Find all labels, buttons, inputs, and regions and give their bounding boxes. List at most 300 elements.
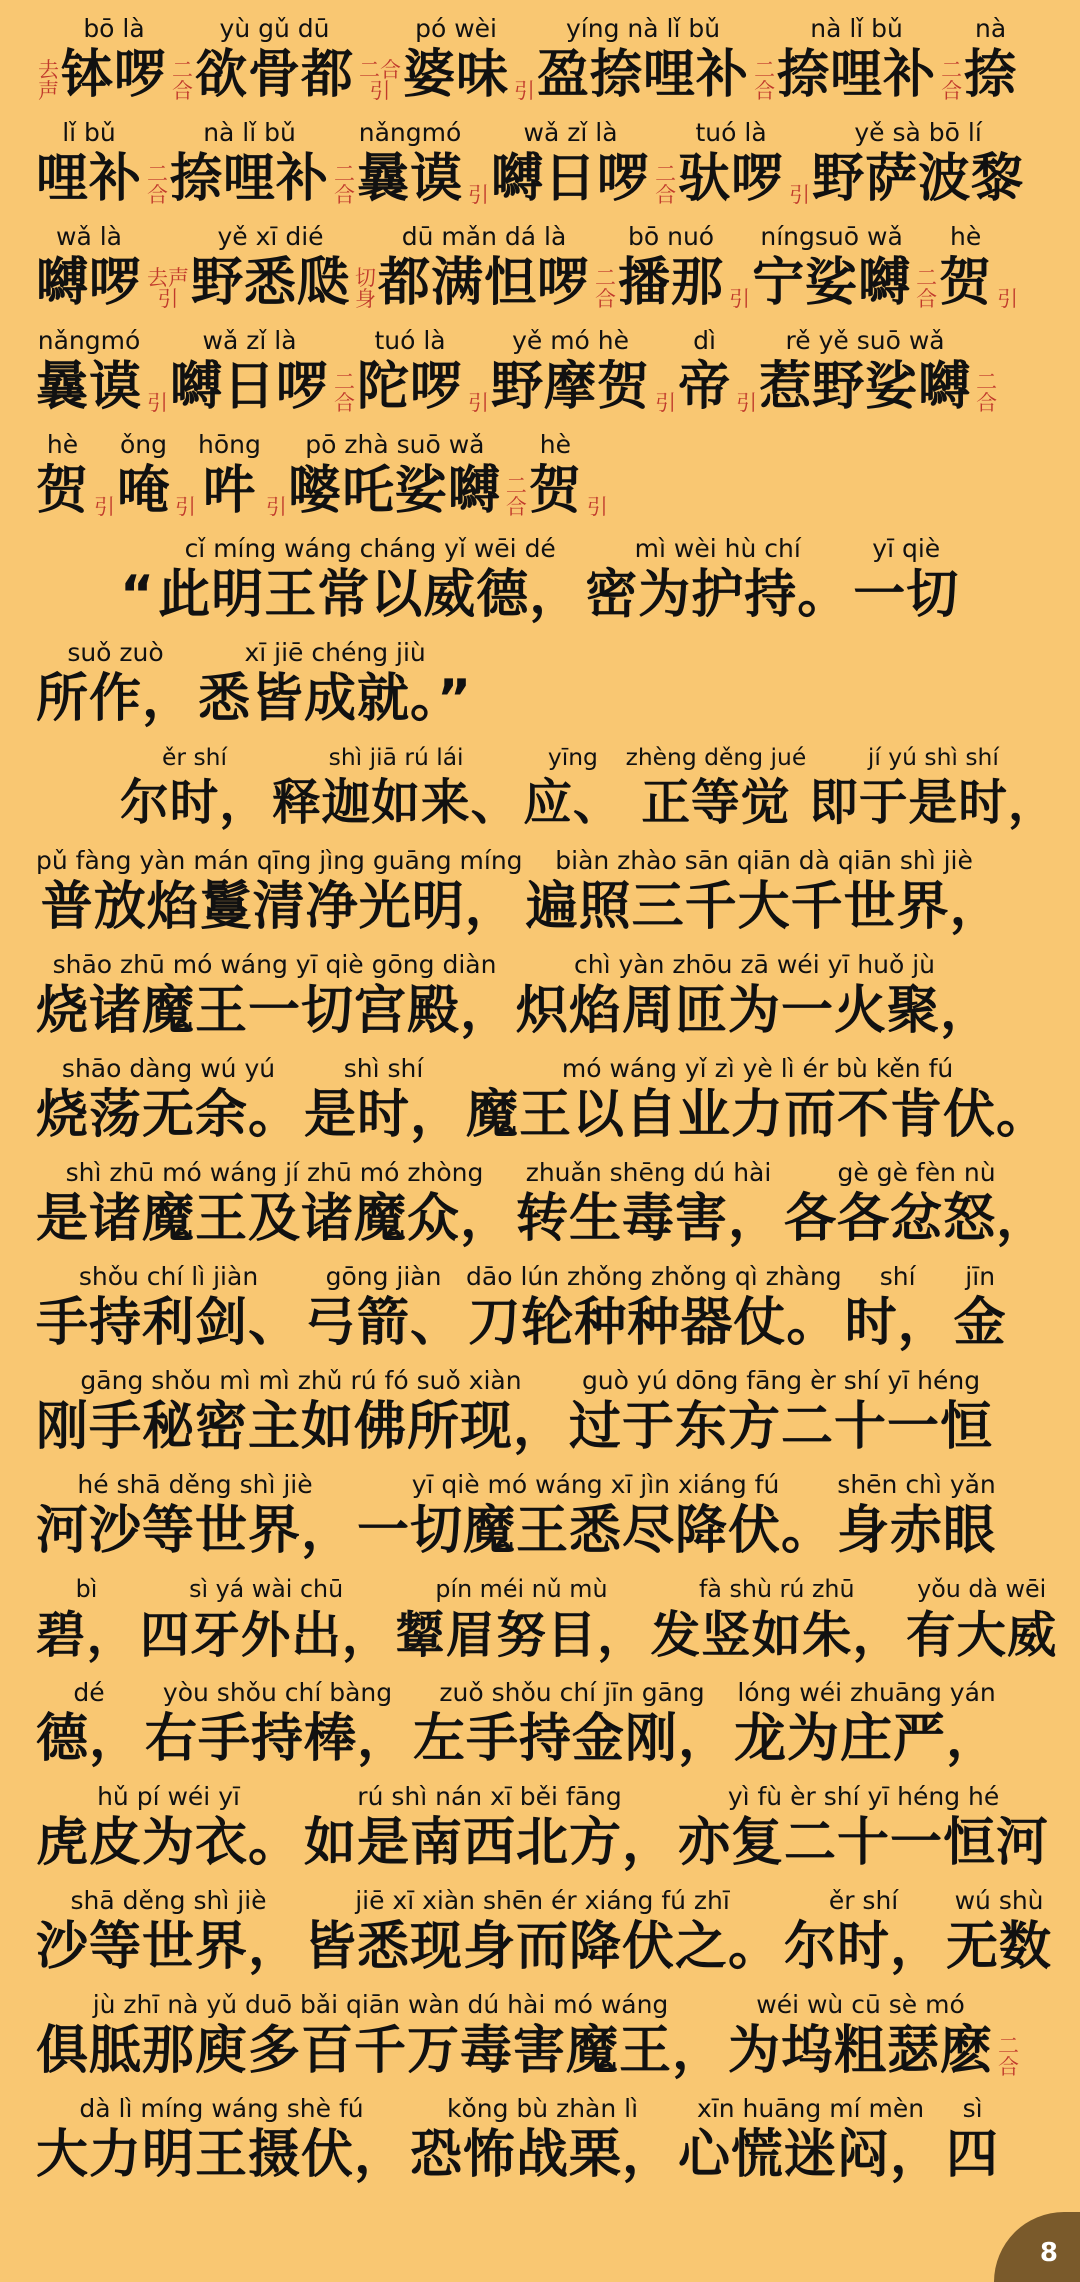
pinyin: zuǒ shǒu chí jīn gāng	[439, 1678, 705, 1707]
pinyin: tuó là	[695, 118, 767, 147]
pinyin: dì	[693, 326, 716, 355]
phrase	[36, 846, 523, 938]
phrase	[853, 534, 959, 626]
hanzi: 尔时，	[120, 775, 269, 831]
pinyin: wú shù	[954, 1886, 1044, 1915]
annotation-text: 二	[334, 370, 356, 394]
annotation-text: 引	[789, 183, 811, 207]
phrase	[784, 1158, 1049, 1250]
annotation-text: 合	[754, 79, 776, 103]
phrase	[304, 1782, 675, 1874]
pinyin: ěr shí	[828, 1886, 899, 1915]
annotation-text: 声	[38, 79, 59, 103]
annotation-text: 引	[514, 79, 536, 103]
phrase	[651, 1574, 903, 1666]
hanzi: 宁娑嚩	[752, 253, 912, 313]
phrase	[36, 1574, 137, 1666]
phrase	[195, 14, 354, 106]
pinyin: tuó là	[374, 326, 446, 355]
annotation-text: 去	[38, 58, 59, 82]
pinyin: bō nuó	[628, 222, 715, 251]
hanzi: 发竖如朱，	[650, 1606, 903, 1664]
phrase	[36, 118, 142, 210]
phrase	[36, 430, 89, 522]
hanzi: 普放焰鬘清净光明，	[40, 877, 518, 937]
pinyin: nà	[975, 14, 1007, 43]
annotation-mark	[976, 372, 997, 414]
text-line	[36, 426, 1056, 522]
pinyin: sì yá wài chū	[189, 1575, 344, 1603]
pinyin: guò yú dōng fāng èr shí yī héng	[581, 1366, 981, 1395]
pinyin: shāo dàng wú yú	[61, 1054, 276, 1083]
pinyin: yī qiè	[872, 534, 941, 563]
pinyin: bō là	[83, 14, 145, 43]
annotation-text: 去声	[147, 266, 190, 290]
phrase	[120, 564, 155, 626]
hanzi: 嚩日啰	[170, 357, 330, 417]
phrase	[170, 118, 329, 210]
hanzi: 德，	[36, 1709, 143, 1769]
annotation-mark	[147, 393, 168, 414]
pinyin: cǐ míng wáng cháng yǐ wēi dé	[184, 534, 556, 563]
phrase	[36, 1262, 301, 1354]
hanzi: 是时，	[304, 1085, 464, 1145]
hanzi: 此明王常以威德，	[158, 565, 583, 625]
phrase	[845, 1262, 951, 1354]
pinyin: hè	[949, 222, 982, 251]
phrase	[523, 742, 622, 834]
hanzi: 嚩日啰	[491, 149, 651, 209]
pinyin: xī jiē chéng jiù	[244, 638, 426, 667]
phrase	[809, 742, 1057, 834]
pinyin: yīng	[547, 743, 598, 771]
phrase	[466, 1054, 1049, 1146]
annotation-text: 引	[729, 287, 751, 311]
text-line	[36, 10, 1056, 106]
pinyin: yī qiè mó wáng xī jìn xiáng fú	[411, 1470, 780, 1499]
text-line	[36, 946, 1056, 1042]
annotation-text: 引	[157, 287, 179, 311]
hanzi: 碧，	[36, 1606, 137, 1664]
annotation-text: 引	[468, 183, 490, 207]
annotation-mark	[266, 497, 287, 518]
hanzi: 捺哩补	[170, 149, 330, 209]
pinyin: jiē xī xiàn shēn ér xiáng fú zhī	[355, 1886, 730, 1915]
annotation-text: 二	[147, 162, 169, 186]
pinyin: kǒng bù zhàn lì	[446, 2094, 639, 2123]
hanzi: 盈捺哩补	[537, 45, 750, 105]
pinyin: yě sà bō lí	[854, 118, 982, 147]
annotation-mark	[514, 81, 535, 102]
annotation-mark	[998, 2036, 1019, 2078]
hanzi: 惹野娑嚩	[759, 357, 972, 417]
hanzi: 正等觉	[641, 775, 791, 831]
annotation-mark	[655, 393, 676, 414]
phrase	[939, 222, 992, 314]
hanzi: 手持利剑、	[36, 1293, 302, 1353]
pinyin: pó wèi	[415, 14, 497, 43]
pinyin: jīn	[965, 1262, 996, 1291]
hanzi: 过于东方二十一恒	[569, 1397, 994, 1457]
annotation-text: 合	[334, 391, 356, 415]
annotation-text: 合	[505, 495, 527, 519]
annotation-text: 二合	[359, 58, 402, 82]
hanzi: 遍照三千大千世界，	[525, 877, 1003, 937]
phrase	[946, 2094, 999, 2186]
phrase	[491, 326, 650, 418]
hanzi: 所作，	[36, 669, 196, 729]
phrase	[140, 1574, 392, 1666]
hanzi: 俱胝那庾多百千万毒害魔王，	[36, 2021, 726, 2081]
hanzi: 野摩贺	[491, 357, 651, 417]
annotation-text: 引	[997, 287, 1019, 311]
pinyin: dà lì míng wáng shè fú	[79, 2094, 364, 2123]
text-line	[36, 1154, 1056, 1250]
annotation-text: 引	[655, 391, 677, 415]
phrase	[403, 14, 509, 106]
pinyin: nǎngmó	[358, 118, 462, 147]
annotation-mark	[147, 268, 189, 310]
text-line	[36, 2090, 1056, 2186]
pinyin: nà lǐ bǔ	[810, 14, 903, 43]
pinyin: rě yě suō wǎ	[785, 326, 945, 355]
phrase	[537, 14, 749, 106]
annotation-text: 二	[976, 370, 998, 394]
phrase	[198, 638, 472, 730]
pinyin: yù gǔ dū	[219, 14, 330, 43]
pinyin: níngsuō wǎ	[760, 222, 903, 251]
pinyin: gōng jiàn	[325, 1262, 442, 1291]
hanzi: 大力明王摄伏，	[36, 2125, 408, 2185]
hanzi: 各各忿怒，	[784, 1189, 1050, 1249]
phrase	[618, 222, 724, 314]
annotation-mark	[736, 393, 757, 414]
hanzi: 无数	[946, 1917, 1053, 1977]
phrase	[491, 118, 650, 210]
annotation-mark	[506, 476, 527, 518]
page-number: 8	[1039, 2238, 1058, 2268]
hanzi: 欲骨都	[195, 45, 355, 105]
hanzi: 有大威	[905, 1606, 1058, 1664]
hanzi: 刚手秘密主如佛所现，	[36, 1397, 567, 1457]
pinyin: pō zhà suō wǎ	[305, 430, 485, 459]
hanzi: 吽	[202, 461, 256, 521]
pinyin: hé shā děng shì jiè	[77, 1470, 313, 1499]
annotation-text: 引	[586, 495, 608, 519]
hanzi: 陀啰	[357, 357, 464, 417]
hanzi: 心慌迷闷，	[678, 2125, 944, 2185]
hanzi: 密为护持。	[585, 565, 851, 625]
phrase	[304, 1886, 781, 1978]
hanzi: 尔时，	[784, 1917, 944, 1977]
phrase	[191, 222, 350, 314]
phrase	[61, 14, 167, 106]
text-line	[36, 1986, 1056, 2082]
hanzi: 炽焰周匝为一火聚，	[516, 981, 994, 1041]
phrase	[289, 430, 501, 522]
hanzi: 野萨波黎	[812, 149, 1025, 209]
pinyin: yíng nà lǐ bǔ	[566, 14, 721, 43]
annotation-mark	[468, 393, 489, 414]
annotation-mark	[729, 289, 750, 310]
pinyin: zhèng děng jué	[625, 743, 807, 771]
annotation-text: 引	[175, 495, 197, 519]
phrase	[728, 1990, 993, 2082]
hanzi: 曩谟	[36, 357, 143, 417]
phrase	[516, 950, 993, 1042]
pinyin: wǎ là	[56, 222, 122, 251]
pinyin: shāo zhū mó wáng yī qiè gōng diàn	[52, 950, 497, 979]
annotation-mark	[941, 60, 962, 102]
text-line	[36, 1570, 1056, 1666]
pinyin: xīn huāng mí mèn	[697, 2094, 925, 2123]
phrase	[120, 742, 269, 834]
hanzi: 哩补	[36, 149, 143, 209]
annotation-text: 二	[941, 58, 963, 82]
hanzi: 为坞粗瑟麽	[728, 2021, 994, 2081]
annotation-mark	[355, 268, 376, 310]
hanzi: 曩谟	[357, 149, 464, 209]
pinyin: wǎ zǐ là	[523, 118, 618, 147]
annotation-text: 合	[998, 2055, 1020, 2079]
hanzi: 捺	[964, 45, 1018, 105]
pinyin: hǔ pí wéi yī	[97, 1782, 240, 1811]
phrase	[36, 1782, 301, 1874]
pinyin: wéi wù cū sè mó	[756, 1990, 965, 2019]
text-line	[120, 530, 1056, 626]
text-line	[36, 218, 1056, 314]
annotation-text: 二	[754, 58, 776, 82]
annotation-mark	[587, 497, 608, 518]
pinyin: pín méi nǔ mù	[435, 1575, 608, 1603]
hanzi: 颦眉努目，	[395, 1606, 648, 1664]
pinyin: shā děng shì jiè	[70, 1886, 267, 1915]
text-line	[36, 842, 1056, 938]
annotation-text: 引	[736, 391, 758, 415]
text-line	[36, 1362, 1056, 1458]
hanzi: 驮啰	[678, 149, 785, 209]
pinyin: yě xī dié	[217, 222, 324, 251]
hanzi: 右手持棒，	[145, 1709, 411, 1769]
hanzi: 恐怖战栗，	[410, 2125, 676, 2185]
annotation-text: 引	[265, 495, 287, 519]
hanzi: 四牙外出，	[139, 1606, 393, 1664]
pinyin: dāo lún zhǒng zhǒng qì zhàng	[466, 1262, 842, 1291]
annotation-text: 合	[916, 287, 938, 311]
text-line	[36, 1674, 1056, 1770]
phrase	[272, 742, 520, 834]
pinyin: gāng shǒu mì mì zhǔ rú fó suǒ xiàn	[80, 1366, 522, 1395]
hanzi: 时，	[844, 1293, 951, 1353]
hanzi: 如是南西北方，	[304, 1813, 676, 1873]
hanzi: 左手持金刚，	[413, 1709, 732, 1769]
phrase	[357, 1470, 834, 1562]
annotation-text: 合	[595, 287, 617, 311]
hanzi: 刀轮种种器仗。	[468, 1293, 840, 1353]
pinyin: jù zhī nà yǔ duō bǎi qiān wàn dú hài mó wáng	[92, 1990, 669, 2019]
hanzi: 婆味	[403, 45, 510, 105]
hanzi: 释迦如来、	[271, 775, 521, 831]
pinyin: shēn chì yǎn	[837, 1470, 996, 1499]
phrase	[752, 222, 911, 314]
annotation-mark	[38, 60, 59, 102]
text-line	[36, 1050, 1056, 1146]
pinyin: bì	[75, 1575, 98, 1603]
phrase	[946, 1886, 1052, 1978]
hanzi: 弓箭、	[304, 1293, 464, 1353]
phrase	[526, 846, 1003, 938]
phrase	[36, 638, 195, 730]
annotation-text: 二	[998, 2034, 1020, 2058]
phrase	[304, 1262, 463, 1354]
annotation-text: 合	[941, 79, 963, 103]
annotation-mark	[147, 164, 168, 206]
text-line	[36, 322, 1056, 418]
phrase	[678, 118, 784, 210]
annotation-mark	[754, 60, 775, 102]
phrase	[36, 326, 142, 418]
hanzi: 四	[946, 2125, 1000, 2185]
pinyin: pǔ fàng yàn mán qīng jìng guāng míng	[36, 846, 523, 875]
phrase	[36, 1366, 566, 1458]
annotation-text: 身	[355, 287, 377, 311]
phrase	[36, 950, 513, 1042]
phrase	[145, 1678, 410, 1770]
annotation-text: 二	[172, 58, 194, 82]
pinyin: dū mǎn dá là	[401, 222, 567, 251]
annotation-text: 二	[916, 266, 938, 290]
annotation-text: 合	[147, 183, 169, 207]
annotation-mark	[468, 185, 489, 206]
pinyin: yòu shǒu chí bàng	[162, 1678, 393, 1707]
pinyin: ǒng	[120, 430, 168, 459]
phrase	[170, 326, 329, 418]
hanzi: 嚩啰	[36, 253, 143, 313]
hanzi: 钵啰	[61, 45, 168, 105]
pinyin: hè	[46, 430, 79, 459]
pinyin: suǒ zuò	[67, 638, 164, 667]
hanzi: 应、	[523, 775, 623, 831]
phrase	[36, 1158, 513, 1250]
pinyin: yǒu dà wēi	[917, 1575, 1047, 1603]
hanzi: “	[120, 565, 156, 625]
hanzi: 烧荡无余。	[36, 1085, 302, 1145]
hanzi: 贺	[939, 253, 993, 313]
hanzi: 贺	[36, 461, 90, 521]
phrase	[585, 534, 850, 626]
hanzi: 贺	[528, 461, 582, 521]
pinyin: nà lǐ bǔ	[203, 118, 296, 147]
annotation-text: 二	[334, 162, 356, 186]
hanzi: 都满怛啰	[378, 253, 591, 313]
hanzi: 唵	[117, 461, 171, 521]
text-line	[36, 1466, 1056, 1562]
phrase	[812, 118, 1024, 210]
annotation-mark	[175, 497, 196, 518]
phrase	[954, 1262, 1007, 1354]
pinyin: lǐ bǔ	[62, 118, 116, 147]
annotation-text: 引	[147, 391, 169, 415]
pinyin: shì shí	[343, 1054, 424, 1083]
annotation-text: 二	[505, 474, 527, 498]
hanzi: 帝	[678, 357, 732, 417]
pinyin: wǎ zǐ là	[202, 326, 297, 355]
pinyin: mó wáng yǐ zì yè lì ér bù kěn fú	[561, 1054, 954, 1083]
hanzi: 捺哩补	[777, 45, 937, 105]
pinyin: yě mó hè	[512, 326, 630, 355]
pinyin: zhuǎn shēng dú hài	[525, 1158, 772, 1187]
hanzi: 烧诸魔王一切宫殿，	[36, 981, 514, 1041]
phrase	[678, 326, 731, 418]
phrase	[906, 1574, 1057, 1666]
pinyin: mì wèi hù chí	[634, 534, 801, 563]
phrase	[395, 1574, 647, 1666]
pinyin: gè gè fèn nù	[837, 1158, 996, 1187]
pinyin: shì zhū mó wáng jí zhū mó zhòng	[65, 1158, 484, 1187]
hanzi: 悉皆成就。”	[198, 669, 473, 729]
pinyin: sì	[962, 2094, 983, 2123]
phrase	[466, 1262, 842, 1354]
phrase	[36, 1678, 142, 1770]
pinyin: shǒu chí lì jiàn	[78, 1262, 259, 1291]
pinyin: shì jiā rú lái	[328, 743, 464, 771]
phrase	[626, 742, 807, 834]
pinyin: ěr shí	[162, 743, 227, 771]
hanzi: 沙等世界，	[36, 1917, 302, 1977]
annotation-text: 合	[172, 79, 194, 103]
phrase	[413, 1678, 731, 1770]
pinyin: dé	[73, 1678, 105, 1707]
pinyin: biàn zhào sān qiān dà qiān shì jiè	[555, 846, 973, 875]
pinyin: hōng	[198, 430, 261, 459]
phrase	[678, 1782, 1049, 1874]
hanzi: 龙为庄严，	[734, 1709, 1000, 1769]
phrase	[117, 430, 170, 522]
phrase	[516, 1158, 781, 1250]
text-line	[36, 634, 1056, 730]
phrase	[36, 1054, 301, 1146]
text-line	[36, 1258, 1056, 1354]
phrase	[198, 430, 261, 522]
hanzi: 嘙吒娑嚩	[288, 461, 501, 521]
hanzi: 一切	[853, 565, 960, 625]
annotation-text: 切	[355, 266, 377, 290]
pinyin: chì yàn zhōu zā wéi yī huǒ jù	[574, 950, 935, 979]
phrase	[158, 534, 582, 626]
phrase	[36, 1990, 725, 2082]
phrase	[378, 222, 590, 314]
annotation-mark	[359, 60, 401, 102]
phrase	[529, 430, 582, 522]
pinyin: yì fù èr shí yī héng hé	[727, 1782, 1000, 1811]
phrase	[357, 118, 463, 210]
hanzi: 金	[953, 1293, 1007, 1353]
annotation-mark	[94, 497, 115, 518]
annotation-mark	[172, 60, 193, 102]
phrase	[837, 1470, 996, 1562]
hanzi: 一切魔王悉尽降伏。	[357, 1501, 835, 1561]
phrase	[357, 326, 463, 418]
annotation-text: 二	[655, 162, 677, 186]
annotation-mark	[997, 289, 1018, 310]
phrase	[784, 1886, 943, 1978]
annotation-mark	[789, 185, 810, 206]
hanzi: 身赤眼	[837, 1501, 997, 1561]
pinyin: lóng wéi zhuāng yán	[737, 1678, 996, 1707]
pinyin: shí	[879, 1262, 916, 1291]
text-line	[36, 1882, 1056, 1978]
hanzi: 野悉瓞	[191, 253, 351, 313]
